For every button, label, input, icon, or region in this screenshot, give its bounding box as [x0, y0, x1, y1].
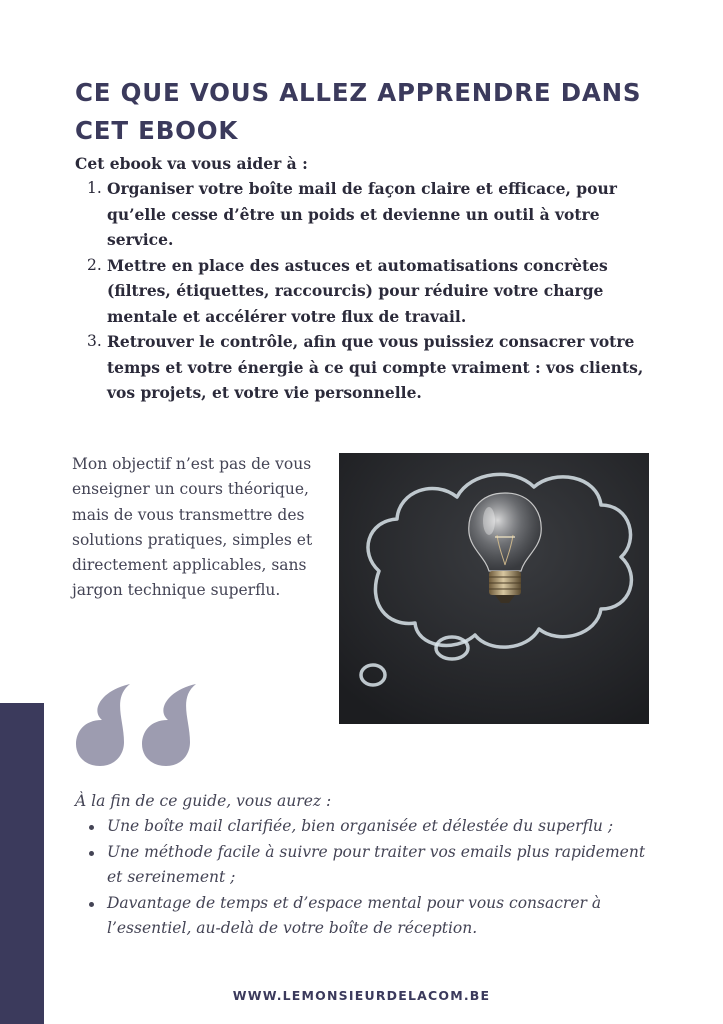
goals-list — [75, 176, 665, 406]
goal-text: Retrouver le contrôle, afin que vous puissiez consacrer votre temps et votre énergie à ce qui compte vraiment : vos clients, vos projets, et votre vie personnelle. — [107, 332, 644, 402]
goal-number: 2. — [87, 255, 102, 274]
lightbulb-thought-cloud-image — [339, 453, 649, 724]
benefit-text: Une boîte mail clarifiée, bien organisée et délestée du superflu ; — [107, 817, 614, 835]
goal-item — [75, 329, 665, 406]
intro-text: Cet ebook va vous aider à : — [75, 154, 308, 173]
goal-text: Mettre en place des astuces et automatisations concrètes (filtres, étiquettes, raccourcis) pour réduire votre charge mentale et accélérer votre flux de travail. — [107, 255, 608, 326]
bullet-icon — [89, 902, 94, 907]
quote-mark-icon — [72, 680, 202, 770]
goal-item — [75, 176, 665, 253]
benefits-list — [75, 814, 665, 942]
benefit-text: Une méthode facile à suivre pour traiter vos emails plus rapidement et sereinement ; — [107, 842, 646, 886]
benefit-text: Davantage de temps et d’espace mental pour vous consacrer à l’essentiel, au-delà de votre boîte de réception. — [107, 893, 602, 937]
goal-item — [75, 253, 665, 330]
benefit-item — [75, 840, 665, 891]
page-title: CE QUE VOUS ALLEZ APPRENDRE DANS CET EBOOK — [75, 78, 642, 145]
goal-number: 1. — [87, 179, 102, 197]
benefit-item — [75, 814, 665, 840]
conclusion-text: À la fin de ce guide, vous aurez : — [75, 792, 332, 810]
objective-paragraph: Mon objectif n’est pas de vous enseigner un cours théorique, mais de vous transmettre des solutions pratiques, simples et directement applicables, sans jargon technique superflu. — [72, 455, 313, 600]
side-accent-bar — [0, 703, 44, 1024]
goal-text: Organiser votre boîte mail de façon claire et efficace, pour qu’elle cesse d’être un poids et devienne un outil à votre service. — [107, 179, 617, 249]
website-footer: WWW.LEMONSIEURDELACOM.BE — [232, 988, 491, 1003]
bullet-icon — [89, 825, 94, 830]
bullet-icon — [89, 851, 94, 856]
goal-number: 3. — [87, 332, 102, 350]
benefit-item — [75, 891, 665, 942]
